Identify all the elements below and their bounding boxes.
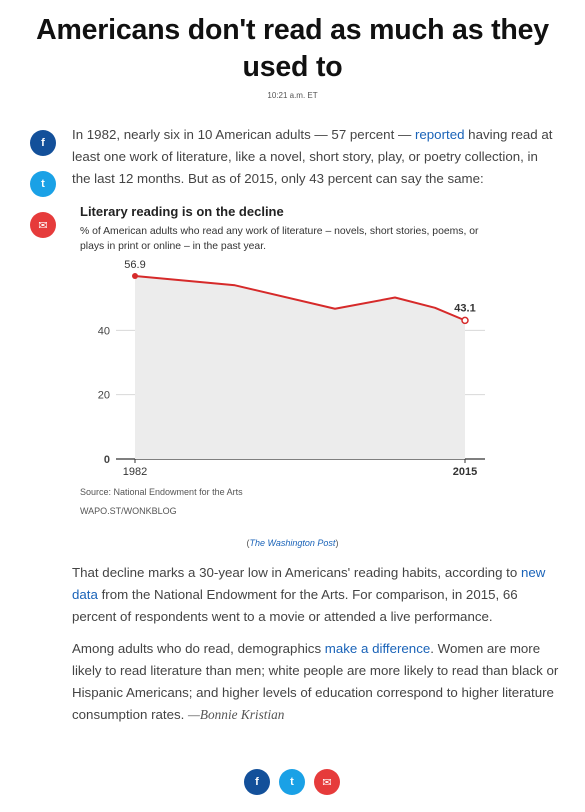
paragraph-demographics-text-2: . Women are more likely to read literature than men; white people are more likely to read than black or Hispanic Americans; and higher levels of education correspond to higher literature consumption rates.: [72, 641, 559, 722]
paragraph-demographics: [72, 638, 560, 726]
y-tick-label-20: 20: [97, 389, 110, 402]
washington-post-link[interactable]: The Washington Post: [249, 538, 336, 548]
data-label-end: 43.1: [454, 302, 476, 315]
paragraph-intro-text-1: In 1982, nearly six in 10 American adults — 57 percent —: [72, 127, 415, 142]
new-data-link[interactable]: new data: [72, 565, 546, 602]
chart-caption: [0, 538, 585, 548]
chart-credit: WAPO.ST/WONKBLOG: [80, 506, 177, 516]
make-a-difference-link[interactable]: make a difference: [324, 641, 431, 656]
caption-open-paren: (: [246, 538, 250, 548]
paragraph-demographics-text-1: Among adults who do read, demographics: [72, 641, 325, 656]
twitter-share-button-bottom[interactable]: [279, 769, 305, 795]
email-icon: ✉: [38, 219, 48, 232]
bottom-share-bar: [244, 769, 344, 795]
facebook-share-button[interactable]: [30, 130, 56, 156]
twitter-share-button[interactable]: [30, 171, 56, 197]
caption-close-paren: ): [335, 538, 339, 548]
facebook-share-button-bottom[interactable]: [244, 769, 270, 795]
chart-subtitle: % of American adults who read any work of literature – novels, short stories, poems, or plays in print or online – in the past year.: [80, 226, 479, 252]
facebook-icon: f: [41, 137, 45, 149]
author-byline: —Bonnie Kristian: [188, 707, 285, 722]
facebook-icon: f: [255, 776, 259, 788]
x-tick-label-1982: 1982: [122, 466, 148, 478]
side-share-bar: [30, 130, 56, 253]
y-tick-label-0: 0: [103, 454, 110, 466]
data-point-start: [132, 273, 138, 279]
reported-link[interactable]: reported: [414, 127, 465, 142]
chart-plot: [72, 196, 493, 526]
chart-source: Source: National Endowment for the Arts: [80, 487, 243, 497]
email-icon: ✉: [322, 776, 332, 789]
email-share-button[interactable]: [30, 212, 56, 238]
paragraph-decline: [72, 562, 560, 628]
paragraph-intro: [72, 124, 560, 190]
twitter-icon: t: [41, 178, 45, 190]
x-tick-label-2015: 2015: [452, 466, 478, 478]
chart-figure: [72, 196, 493, 526]
paragraph-intro-text-2: having read at least one work of literature, like a novel, short story, play, or poetry collection, in the last 12 months. But as of 2015, only 43 percent can say the same:: [72, 127, 553, 186]
data-point-end: [462, 317, 468, 323]
paragraph-decline-text-1: That decline marks a 30-year low in Americans' reading habits, according to: [72, 565, 521, 580]
article-headline: Americans don't read as much as they used to: [36, 14, 549, 83]
paragraph-decline-text-2: from the National Endowment for the Arts. For comparison, in 2015, 66 percent of respondents went to a movie or attended a live performance.: [72, 587, 518, 624]
y-tick-label-40: 40: [97, 325, 110, 338]
chart-title: Literary reading is on the decline: [80, 204, 284, 219]
article-timestamp: 10:21 a.m. ET: [267, 91, 318, 100]
email-share-button-bottom[interactable]: [314, 769, 340, 795]
data-label-start: 56.9: [124, 258, 146, 271]
twitter-icon: t: [290, 776, 294, 788]
